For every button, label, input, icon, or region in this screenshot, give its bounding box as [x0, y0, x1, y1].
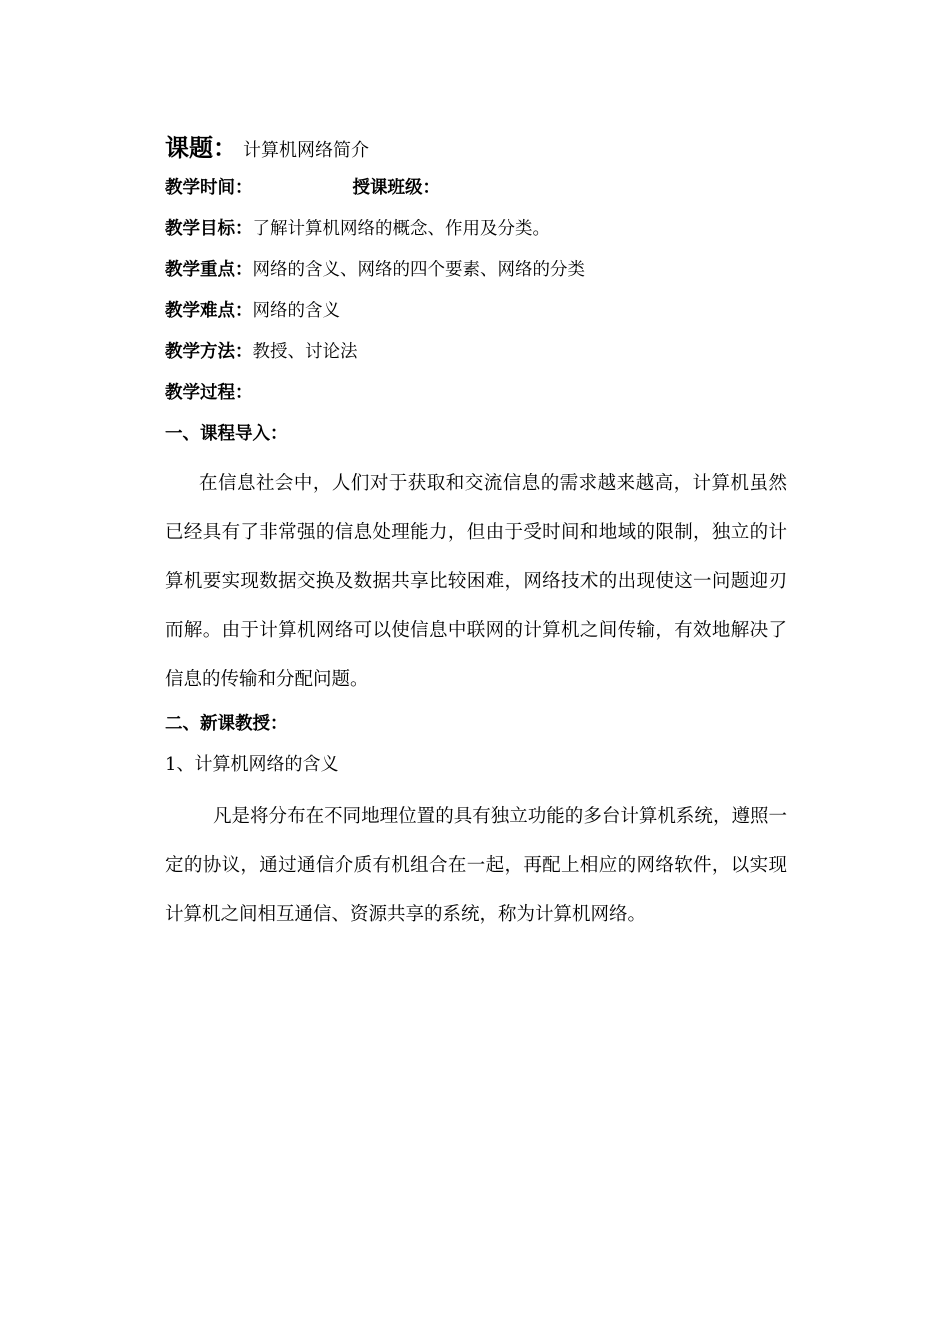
teaching-time-label: 教学时间： — [165, 178, 253, 198]
method-value: 教授、讨论法 — [252, 342, 358, 362]
teaching-key-points — [165, 250, 787, 291]
objective-value: 了解计算机网络的概念、作用及分类。 — [252, 219, 550, 239]
intro-paragraph: 在信息社会中，人们对于获取和交流信息的需求越来越高，计算机虽然已经具有了非常强的信息处理能力，但由于受时间和地域的限制，独立的计算机要实现数据交换及数据共享比较困难，网络技术的出现使这一问题迎刃而解。由于计算机网络可以使信息中联网的计算机之间传输，有效地解决了信息的传输和分配问题。 — [165, 473, 787, 690]
key-points-label: 教学重点： — [165, 260, 253, 280]
title-label: 课题： — [165, 133, 237, 162]
network-definition-paragraph: 凡是将分布在不同地理位置的具有独立功能的多台计算机系统，遵照一定的协议，通过通信介质有机组合在一起，再配上相应的网络软件，以实现计算机之间相互通信、资源共享的系统，称为计算机网络。 — [165, 806, 787, 925]
process-label: 教学过程： — [165, 383, 253, 403]
method-label: 教学方法： — [165, 342, 253, 362]
teaching-process — [165, 373, 787, 414]
lesson-title: 计算机网络简介 — [243, 140, 369, 161]
intro-heading: 一、课程导入： — [165, 424, 288, 444]
class-label: 授课班级： — [352, 178, 440, 198]
time-class-line — [165, 168, 787, 209]
key-points-value: 网络的含义、网络的四个要素、网络的分类 — [252, 260, 585, 280]
lesson-plan-page — [165, 128, 787, 939]
teaching-method — [165, 332, 787, 373]
objective-label: 教学目标： — [165, 219, 253, 239]
teaching-difficulty — [165, 291, 787, 332]
difficulty-label: 教学难点： — [165, 301, 253, 321]
teaching-objective — [165, 209, 787, 250]
lesson-title-line — [165, 128, 787, 168]
difficulty-value: 网络的含义 — [252, 301, 340, 321]
network-definition-heading: 1、计算机网络的含义 — [165, 754, 339, 775]
new-lesson-heading: 二、新课教授： — [165, 714, 288, 734]
